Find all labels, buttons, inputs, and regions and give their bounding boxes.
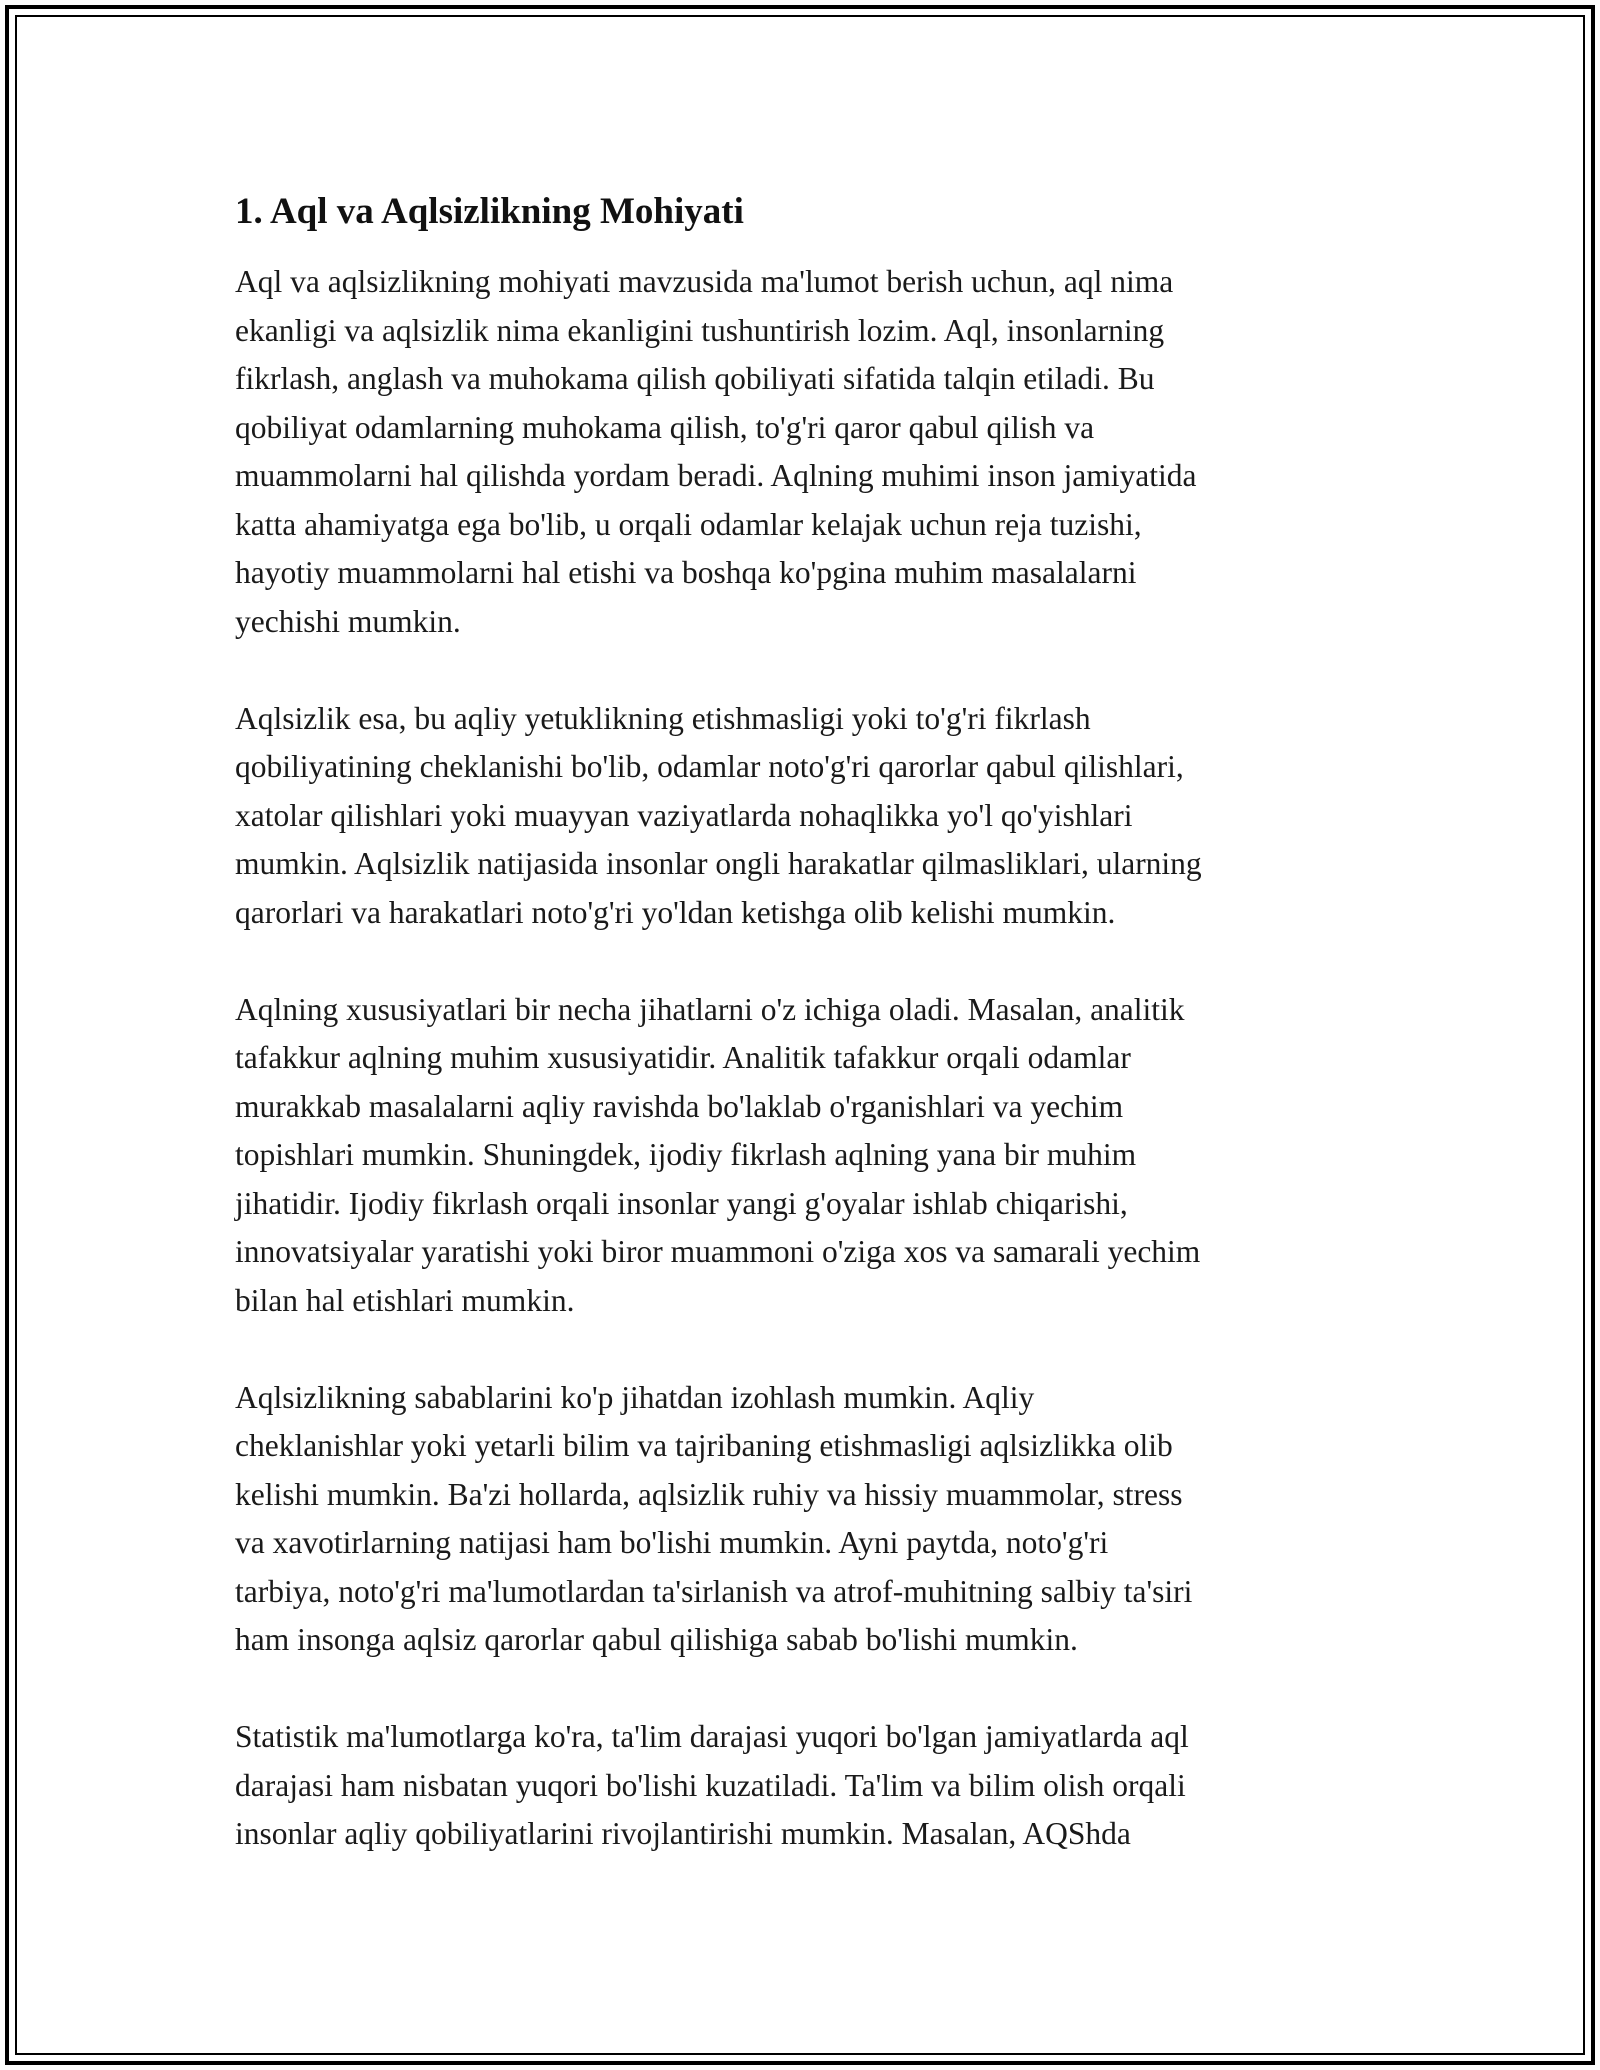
paragraph-5: Statistik ma'lumotlarga ko'ra, ta'lim darajasi yuqori bo'lgan jamiyatlarda aql darajasi ham nisbatan yuqori bo'lishi kuzatiladi. Ta'lim va bilim olish orqali insonlar aqliy qobiliyatlarini rivojlantirishi mumkin. Masalan, AQShda	[235, 1719, 1189, 1851]
paragraph-4: Aqlsizlikning sabablarini ko'p jihatdan izohlash mumkin. Aqliy cheklanishlar yoki yetarli bilim va tajribaning etishmasligi aqlsizlikka olib kelishi mumkin. Ba'zi hollarda, aqlsizlik ruhiy va hissiy muammolar, stress va xavotirlarning natijasi ham bo'lishi mumkin. Ayni paytda, noto'g'ri tarbiya, noto'g'ri ma'lumotlardan ta'sirlanish va atrof-muhitning salbiy ta'siri ham insonga aqlsiz qarorlar qabul qilishiga sabab bo'lishi mumkin.	[235, 1379, 1193, 1657]
document-body	[235, 188, 1375, 1907]
paragraph-3: Aqlning xususiyatlari bir necha jihatlarni o'z ichiga oladi. Masalan, analitik tafakkur aqlning muhim xususiyatidir. Analitik tafakkur orqali odamlar murakkab masalalarni aqliy ravishda bo'laklab o'rganishlari va yechim topishlari mumkin. Shuningdek, ijodiy fikrlash aqlning yana bir muhim jihatidir. Ijodiy fikrlash orqali insonlar yangi g'oyalar ishlab chiqarishi, innovatsiyalar yaratishi yoki biror muammoni o'ziga xos va samarali yechim bilan hal etishlari mumkin.	[235, 991, 1201, 1318]
section-heading: 1. Aql va Aqlsizlikning Mohiyati	[235, 191, 744, 232]
paragraph-2: Aqlsizlik esa, bu aqliy yetuklikning etishmasligi yoki to'g'ri fikrlash qobiliyatining cheklanishi bo'lib, odamlar noto'g'ri qarorlar qabul qilishlari, xatolar qilishlari yoki muayyan vaziyatlarda nohaqlikka yo'l qo'yishlari mumkin. Aqlsizlik natijasida insonlar ongli harakatlar qilmasliklari, ularning qarorlari va harakatlari noto'g'ri yo'ldan ketishga olib kelishi mumkin.	[235, 700, 1202, 930]
paragraph-1: Aql va aqlsizlikning mohiyati mavzusida ma'lumot berish uchun, aql nima ekanligi va aqlsizlik nima ekanligini tushuntirish lozim. Aql, insonlarning fikrlash, anglash va muhokama qilish qobiliyati sifatida talqin etiladi. Bu qobiliyat odamlarning muhokama qilish, to'g'ri qaror qabul qilish va muammolarni hal qilishda yordam beradi. Aqlning muhimi inson jamiyatida katta ahamiyatga ega bo'lib, u orqali odamlar kelajak uchun reja tuzishi, hayotiy muammolarni hal etishi va boshqa ko'pgina muhim masalalarni yechishi mumkin.	[235, 264, 1197, 639]
